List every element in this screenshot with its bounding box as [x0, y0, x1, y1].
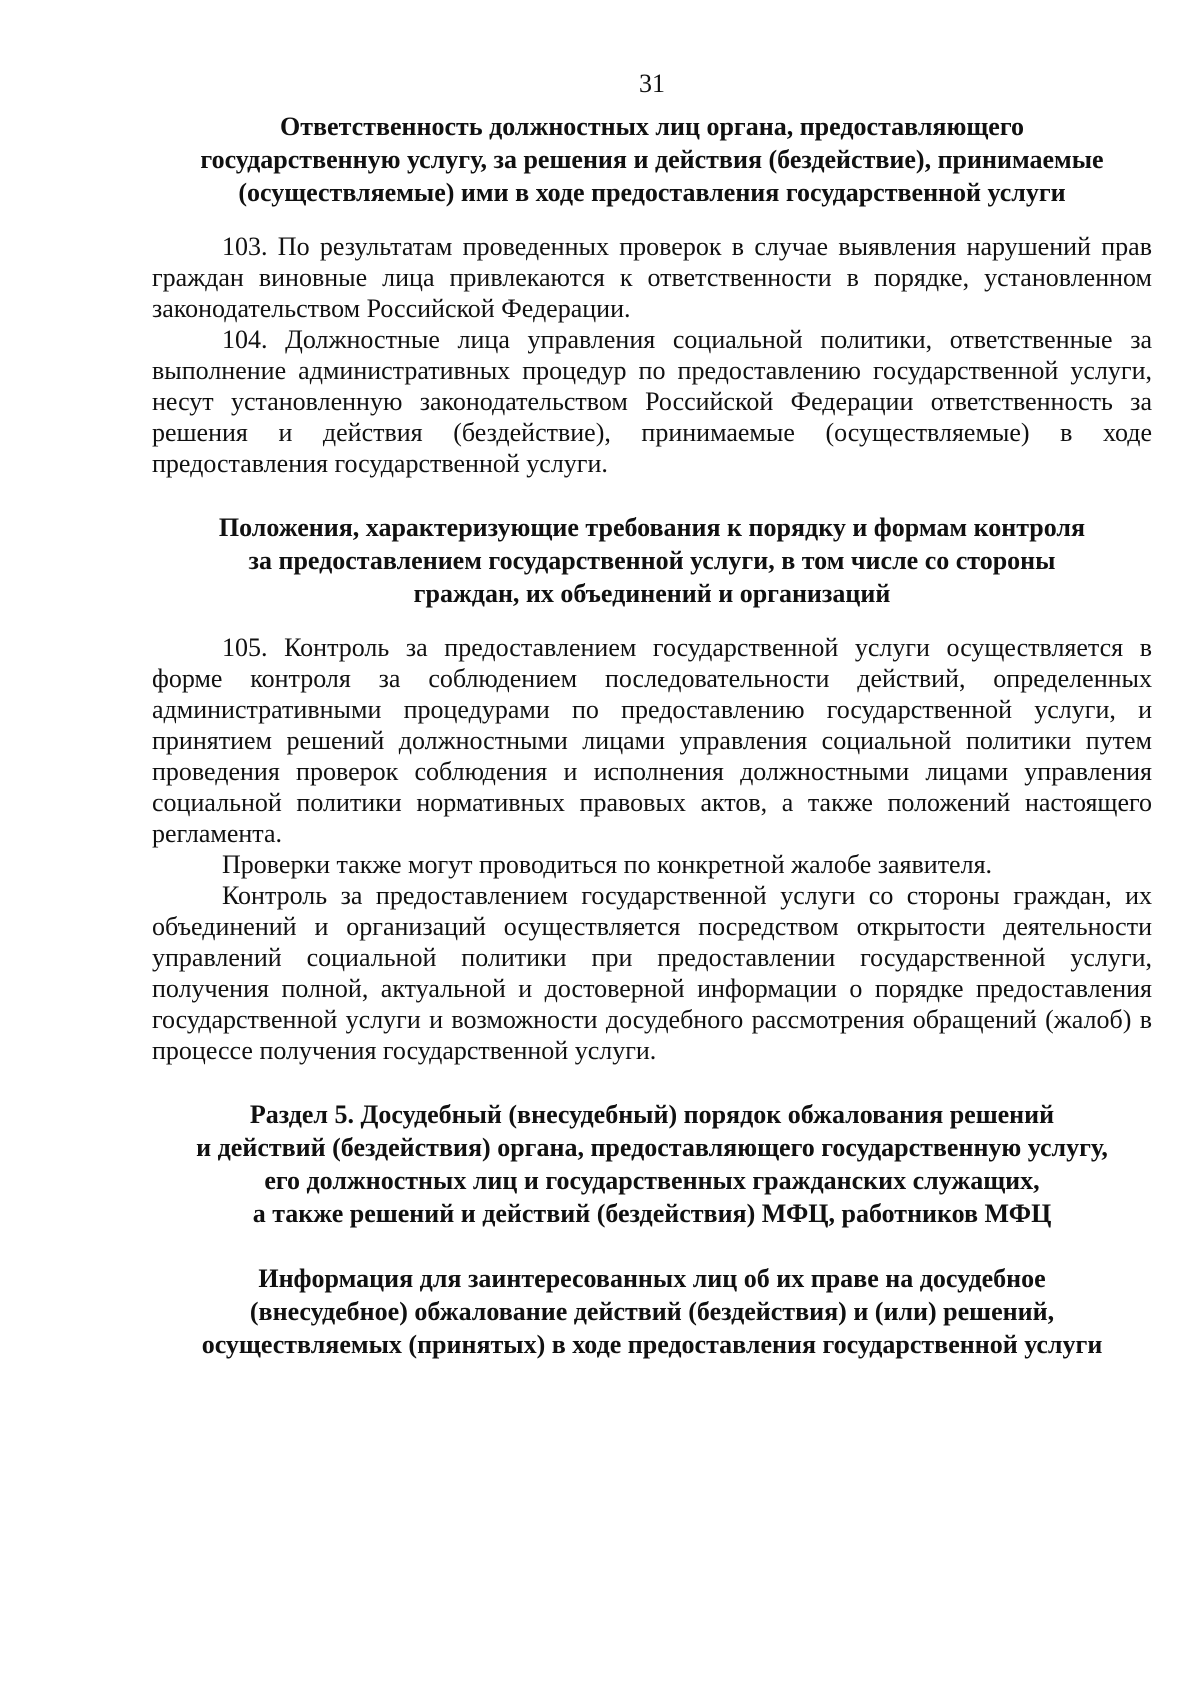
paragraph-103: 103. По результатам проведенных проверок в случае выявления нарушений прав граждан виновные лица привлекаются к ответственности в порядке, установленном законодательством Российской Федерации.	[152, 232, 1152, 323]
heading-section-5	[152, 1098, 1152, 1230]
heading-appeal-information	[152, 1262, 1152, 1361]
heading-line: и действий (бездействия) органа, предоставляющего государственную услугу,	[196, 1133, 1108, 1162]
paragraph-104: 104. Должностные лица управления социальной политики, ответственные за выполнение административных процедур по предоставлению государственной услуги, несут установленную законодательством Российской Федерации ответственность за решения и действия (бездействие), принимаемые (осуществляемые) в ходе предоставления государственной услуги.	[152, 325, 1152, 478]
paragraph-checks: Проверки также могут проводиться по конкретной жалобе заявителя.	[222, 850, 993, 879]
paragraph-105: 105. Контроль за предоставлением государственной услуги осуществляется в форме контроля за соблюдением последовательности действий, определенных административными процедурами по предоставлению государственной услуги, и принятием решений должностными лицами управления социальной политики путем проведения проверок соблюдения и исполнения должностными лицами управления социальной политики нормативных правовых актов, а также положений настоящего регламента.	[152, 633, 1152, 848]
heading-line: Ответственность должностных лиц органа, предоставляющего	[280, 112, 1024, 141]
page-number: 31	[639, 69, 665, 98]
heading-line: Информация для заинтересованных лиц об их праве на досудебное	[258, 1264, 1046, 1293]
heading-line: государственную услугу, за решения и действия (бездействие), принимаемые	[200, 145, 1104, 174]
heading-line: (осуществляемые) ими в ходе предоставления государственной услуги	[238, 178, 1066, 207]
heading-line: Раздел 5. Досудебный (внесудебный) порядок обжалования решений	[249, 1100, 1055, 1129]
heading-responsibility	[152, 110, 1152, 209]
heading-line: а также решений и действий (бездействия) МФЦ, работников МФЦ	[252, 1199, 1052, 1228]
heading-line: Положения, характеризующие требования к порядку и формам контроля	[218, 513, 1086, 542]
heading-line: за предоставлением государственной услуги, в том числе со стороны	[248, 546, 1056, 575]
heading-control-provisions	[152, 511, 1152, 610]
paragraph-public-control: Контроль за предоставлением государственной услуги со стороны граждан, их объединений и организаций осуществляется посредством открытости деятельности управлений социальной политики при предоставлении государственной услуги, получения полной, актуальной и достоверной информации о порядке предоставления государственной услуги и возможности досудебного рассмотрения обращений (жалоб) в процессе получения государственной услуги.	[152, 881, 1152, 1065]
heading-line: (внесудебное) обжалование действий (бездействия) и (или) решений,	[249, 1297, 1055, 1326]
heading-line: граждан, их объединений и организаций	[413, 579, 891, 608]
heading-line: его должностных лиц и государственных гражданских служащих,	[264, 1166, 1040, 1195]
heading-line: осуществляемых (принятых) в ходе предоставления государственной услуги	[201, 1330, 1103, 1359]
